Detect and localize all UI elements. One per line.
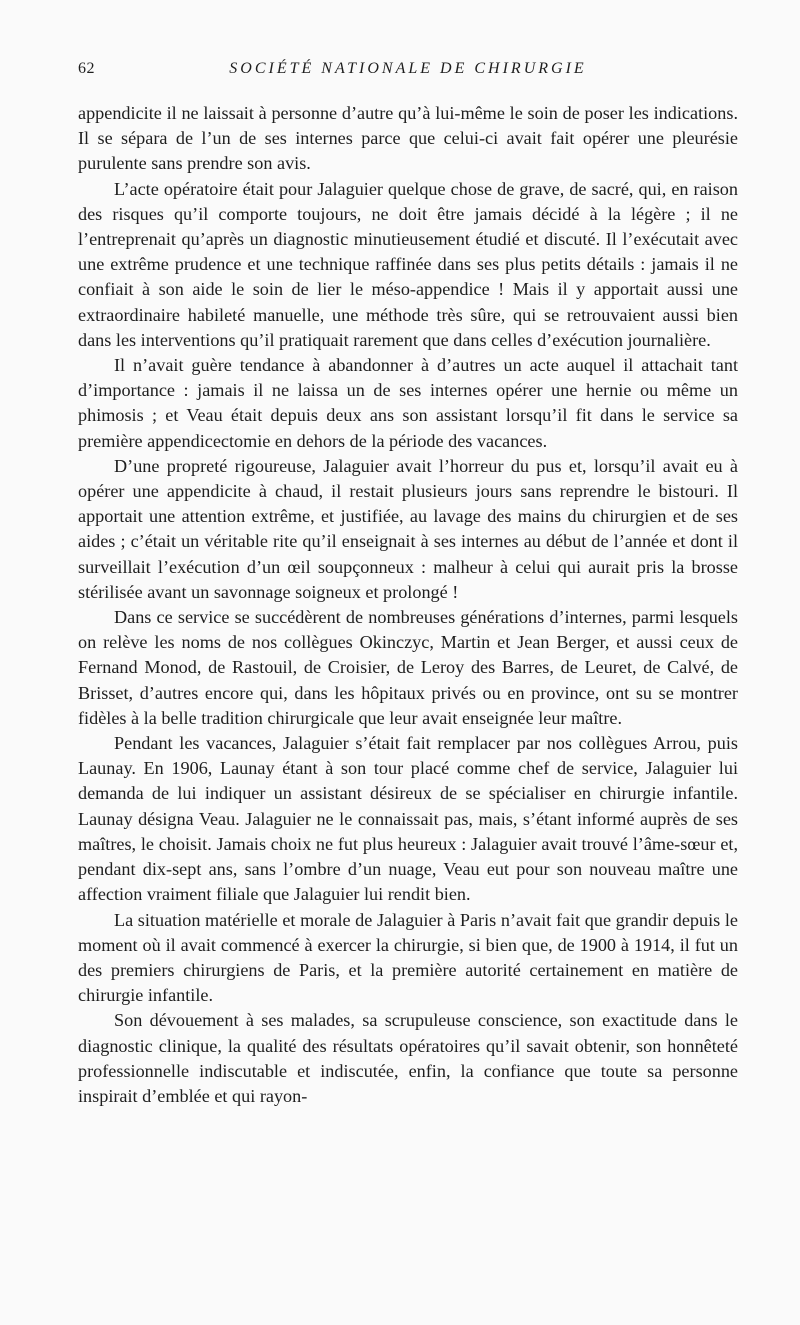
paragraph-continued: appendicite il ne laissait à personne d’autre qu’à lui-même le soin de poser les indications. Il se sépara de l’un de ses internes parce que celui-ci avait fait opérer une pleurésie purulente sans prendre son avis. [78, 103, 738, 174]
paragraph: La situation matérielle et morale de Jalaguier à Paris n’avait fait que grandir depuis le moment où il avait commencé à exercer la chirurgie, si bien que, de 1900 à 1914, il fut un des premiers chirurgiens de Paris, et la première autorité certainement en matière de chirurgie infantile. [78, 909, 738, 1006]
page-number: 62 [78, 60, 95, 77]
paragraph: Pendant les vacances, Jalaguier s’était fait remplacer par nos collègues Arrou, puis Launay. En 1906, Launay étant à son tour placé comme chef de service, Jalaguier lui demanda de lui indiquer un assistant désireux de se spécialiser en chirurgie infantile. Launay désigna Veau. Jalaguier ne le connaissait pas, mais, s’étant informé auprès de ses maîtres, le choisit. Jamais choix ne fut plus heureux : Jalaguier avait trouvé l’âme-sœur et, pendant dix-sept ans, sans l’ombre d’un nuage, Veau eut pour son nouveau maître une affection vraiment filiale que Jalaguier lui rendit bien. [78, 733, 738, 905]
paragraph: Dans ce service se succédèrent de nombreuses générations d’internes, parmi lesquels on relève les noms de nos collègues Okinczyc, Martin et Jean Berger, et aussi ceux de Fernand Monod, de Rastouil, de Croisier, de Leroy des Barres, de Leuret, de Calvé, de Brisset, d’autres encore qui, dans les hôpitaux privés ou en province, ont su se montrer fidèles à la belle tradition chirurgicale que leur avait enseignée leur maître. [78, 607, 738, 728]
page-header [78, 60, 738, 84]
paragraph: D’une propreté rigoureuse, Jalaguier avait l’horreur du pus et, lorsqu’il avait eu à opérer une appendicite à chaud, il restait plusieurs jours sans reprendre le bistouri. Il apportait une attention extrême, et justifiée, au lavage des mains du chirurgien et de ses aides ; c’était un véritable rite qu’il enseignait à ses internes au début de l’année et dont il surveillait l’exécution d’un œil soupçonneux : malheur à celui qui aurait pris la brosse stérilisée avant un savonnage soigneux et prolongé ! [78, 455, 738, 602]
body-text [78, 101, 738, 1109]
running-head: SOCIÉTÉ NATIONALE DE CHIRURGIE [229, 60, 587, 77]
paragraph: Il n’avait guère tendance à abandonner à d’autres un acte auquel il attachait tant d’importance : jamais il ne laissa un de ses internes opérer une hernie ou même un phimosis ; et Veau était depuis deux ans son assistant lorsqu’il fit dans le service sa première appendicectomie en dehors de la période des vacances. [78, 355, 738, 451]
paragraph: Son dévouement à ses malades, sa scrupuleuse conscience, son exactitude dans le diagnostic clinique, la qualité des résultats opératoires qu’il savait obtenir, son honnêteté professionnelle indiscutable et indiscutée, enfin, la confiance que toute sa personne inspirait d’emblée et qui rayon- [78, 1010, 738, 1106]
paragraph: L’acte opératoire était pour Jalaguier quelque chose de grave, de sacré, qui, en raison des risques qu’il comporte toujours, ne doit être jamais décidé à la légère ; il ne l’entreprenait qu’après un diagnostic minutieusement étudié et discuté. Il l’exécutait avec une extrême prudence et une technique raffinée dans ses plus petits détails : jamais il ne confiait à son aide le soin de lier le méso-appendice ! Mais il y apportait aussi une extraordinaire habileté manuelle, une méthode très sûre, qui se retrouvaient aussi bien dans les interventions qu’il pratiquait rarement que dans celles d’exécution journalière. [78, 178, 738, 350]
